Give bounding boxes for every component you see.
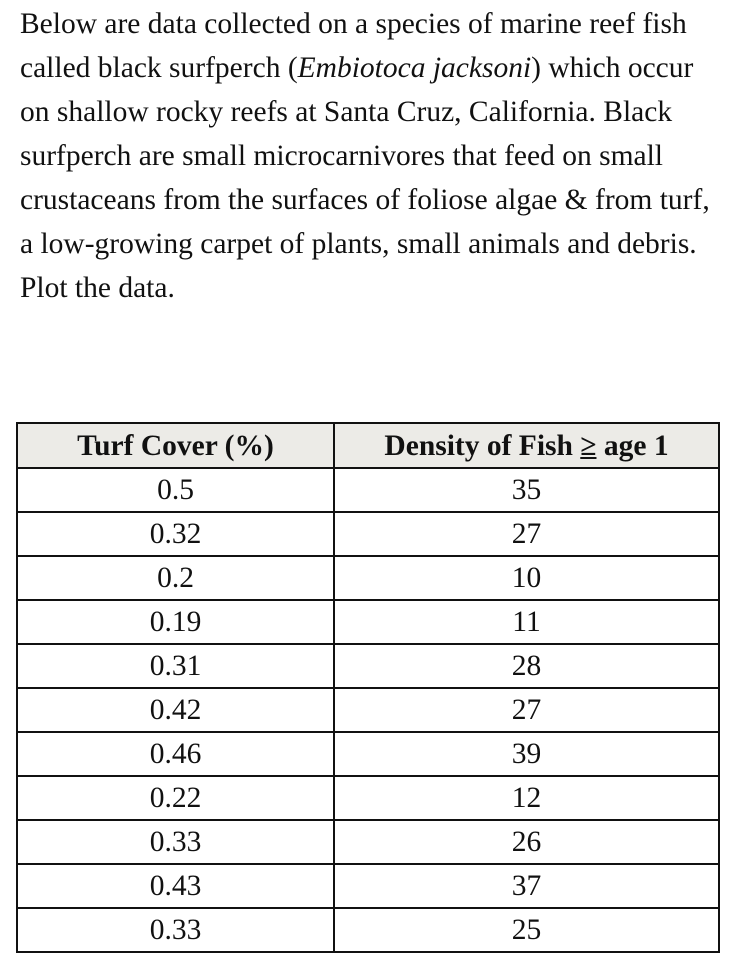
intro-text-end: ) which occur on shallow rocky reefs at Santa Cruz, California. Black surfperch are small microcarnivores that feed on small crustaceans from the surfaces of foliose algae & from turf, a low-growing carpet of plants, small animals and debris. Plot the data. [20,52,710,304]
density-cell: 27 [334,688,719,732]
table-row [17,732,719,776]
header-fish-density-suffix: age 1 [596,429,669,462]
table-row [17,512,719,556]
turf-cell: 0.19 [17,600,334,644]
density-cell: 37 [334,864,719,908]
turf-cell: 0.33 [17,820,334,864]
table-row [17,600,719,644]
table-row [17,468,719,512]
turf-cell: 0.42 [17,688,334,732]
intro-text-start: Below are data collected on a species of marine reef fish called black surfperch ( [20,8,687,84]
density-cell: 25 [334,908,719,952]
table-row [17,644,719,688]
table-row [17,820,719,864]
turf-cell: 0.22 [17,776,334,820]
density-cell: 11 [334,600,719,644]
table-row [17,688,719,732]
density-cell: 26 [334,820,719,864]
greater-equal-symbol: ≥ [580,429,597,462]
turf-cell: 0.43 [17,864,334,908]
header-fish-density-prefix: Density of Fish [384,429,581,462]
density-cell: 10 [334,556,719,600]
header-fish-density [334,423,719,468]
turf-cell: 0.46 [17,732,334,776]
density-cell: 12 [334,776,719,820]
table-row [17,908,719,952]
density-cell: 28 [334,644,719,688]
turf-cell: 0.31 [17,644,334,688]
density-cell: 39 [334,732,719,776]
turf-cell: 0.33 [17,908,334,952]
table-row [17,864,719,908]
header-turf-cover: Turf Cover (%) [17,423,334,468]
density-cell: 35 [334,468,719,512]
turf-cell: 0.32 [17,512,334,556]
turf-cell: 0.5 [17,468,334,512]
intro-paragraph [20,2,720,310]
table-header-row [17,423,719,468]
table-row [17,556,719,600]
turf-cell: 0.2 [17,556,334,600]
table-row [17,776,719,820]
density-cell: 27 [334,512,719,556]
species-name: Embiotoca jacksoni [297,52,532,84]
data-table [16,422,720,953]
